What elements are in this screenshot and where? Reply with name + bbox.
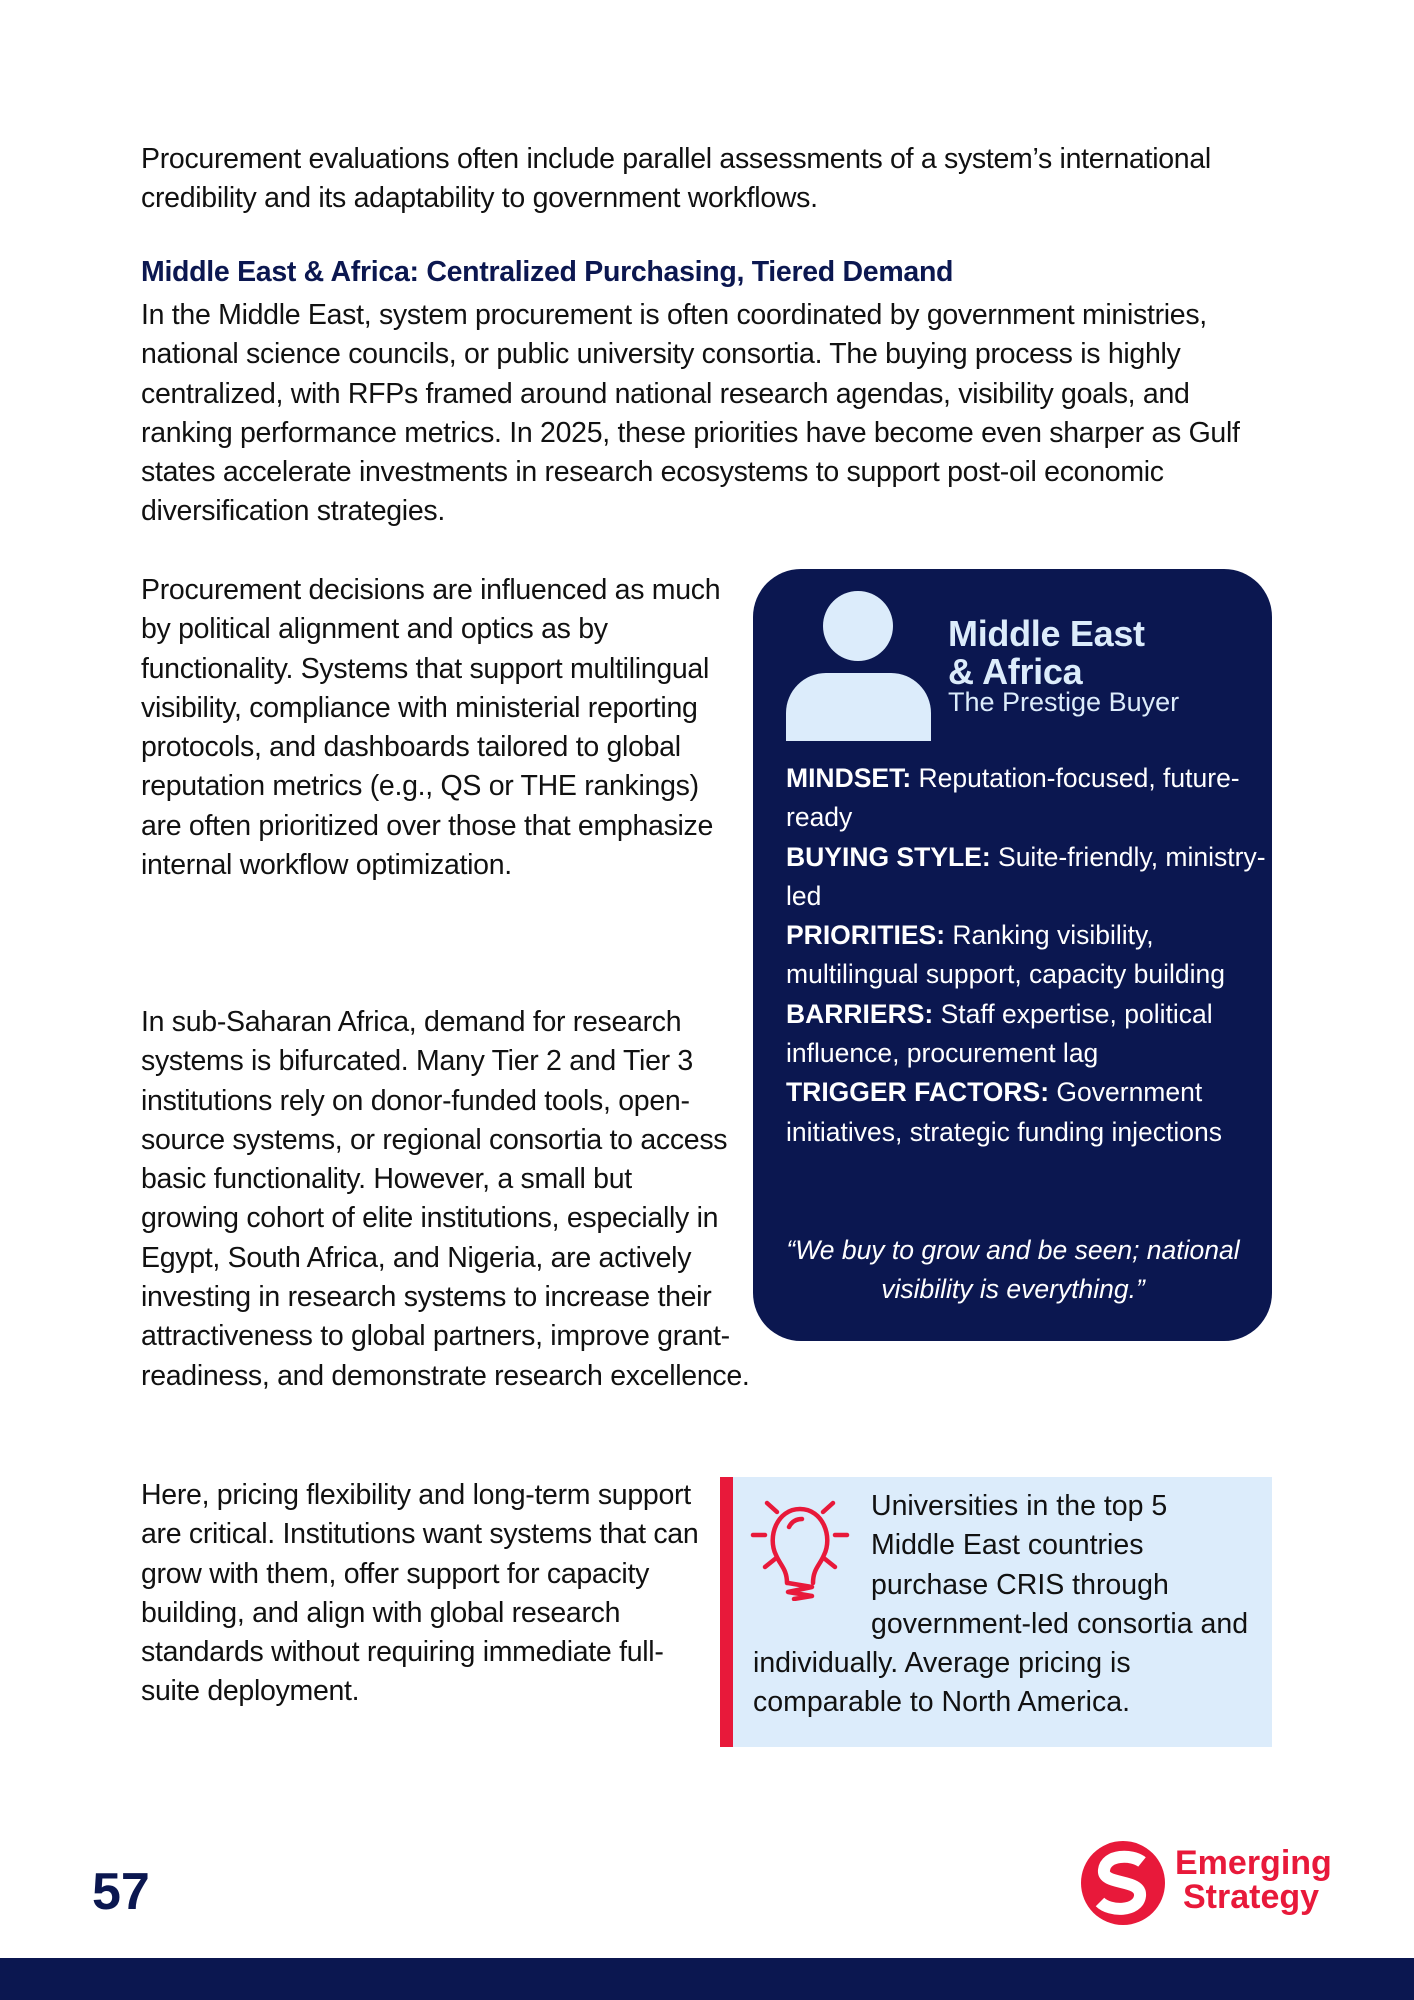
persona-attribute-trigger-factors	[786, 1073, 1266, 1152]
callout-text	[753, 1487, 1258, 1723]
persona-attribute-mindset	[786, 759, 1266, 838]
footer-bar	[0, 1958, 1414, 2000]
attribute-value: Staff expertise, political influence, procurement lag	[786, 998, 1213, 1069]
attribute-value: Suite-friendly, ministry-led	[786, 841, 1266, 911]
pricing-paragraph: Here, pricing flexibility and long-term support are critical. Institutions want systems that can grow with them, offer support for capacity building, and align with global research standards without requiring immediate full-suite deployment.	[141, 1479, 699, 1708]
persona-title	[948, 615, 1145, 691]
page-number: 57	[92, 1863, 150, 1921]
logo-wordmark	[1175, 1846, 1332, 1914]
attribute-value: Reputation-focused, future-ready	[786, 763, 1240, 833]
sub-saharan-text: In sub-Saharan Africa, demand for research systems is bifurcated. Many Tier 2 and Tier 3 institutions rely on donor-funded tools, open-source systems, or regional consortia to access basic functionality. However, a small but growing cohort of elite institutions, especially in Egypt, South Africa, and Nigeria, are actively investing in research systems to increase their attractiveness to global partners, improve grant-readiness, and demonstrate research excellence.	[141, 1006, 750, 1392]
persona-attribute-buying-style	[786, 838, 1266, 917]
person-icon	[786, 591, 931, 741]
callout-accent-bar	[720, 1477, 733, 1747]
attribute-label: PRIORITIES:	[786, 920, 946, 951]
logo-line-1: Emerging	[1175, 1844, 1332, 1882]
persona-attributes	[786, 759, 1266, 1152]
persona-subtitle: The Prestige Buyer	[948, 687, 1180, 717]
emerging-strategy-logo	[1080, 1838, 1350, 1928]
logo-line-2: Strategy	[1183, 1878, 1320, 1916]
attribute-value: Government initiatives, strategic funding injections	[786, 1077, 1223, 1147]
middle-east-paragraph: In the Middle East, system procurement is often coordinated by government ministries, national science councils, or public university consortia. The buying process is highly centralized, with RFPs framed around national research agendas, visibility goals, and ranking performance metrics. In 2025, these priorities have become even sharper as Gulf states accelerate investments in research ecosystems to support post-oil economic diversification strategies.	[141, 299, 1240, 528]
icon-spacer	[753, 1487, 871, 1605]
persona-title-text: Middle East & Africa	[948, 613, 1145, 692]
section-heading: Middle East & Africa: Centralized Purchasing, Tiered Demand	[141, 256, 954, 288]
person-icon-body	[786, 673, 931, 741]
attribute-label: MINDSET:	[786, 763, 912, 793]
procurement-decisions-paragraph: Procurement decisions are influenced as much by political alignment and optics as by functionality. Systems that support multilingual visibility, compliance with ministerial reporting protocols, and dashboards tailored to global reputation metrics (e.g., QS or THE rankings) are often prioritized over those that emphasize internal workflow optimization.	[141, 574, 721, 882]
attribute-label: BARRIERS:	[786, 998, 934, 1029]
person-icon-head	[823, 591, 893, 661]
attribute-label: TRIGGER FACTORS:	[786, 1077, 1050, 1108]
logo-s-icon	[1080, 1840, 1166, 1926]
persona-attribute-barriers	[786, 995, 1266, 1074]
persona-card	[753, 569, 1272, 1341]
insight-callout	[720, 1477, 1272, 1747]
attribute-value: Ranking visibility, multilingual support, capacity building	[786, 920, 1225, 990]
persona-quote: “We buy to grow and be seen; national visibility is everything.”	[786, 1235, 1240, 1305]
persona-attribute-priorities	[786, 916, 1266, 995]
callout-body: Universities in the top 5 Middle East countries purchase CRIS through government-led consortia and individually. Average pricing is comparable to North America.	[753, 1490, 1249, 1719]
intro-paragraph: Procurement evaluations often include parallel assessments of a system’s international credibility and its adaptability to government workflows.	[141, 143, 1211, 215]
attribute-label: BUYING STYLE:	[786, 841, 991, 872]
